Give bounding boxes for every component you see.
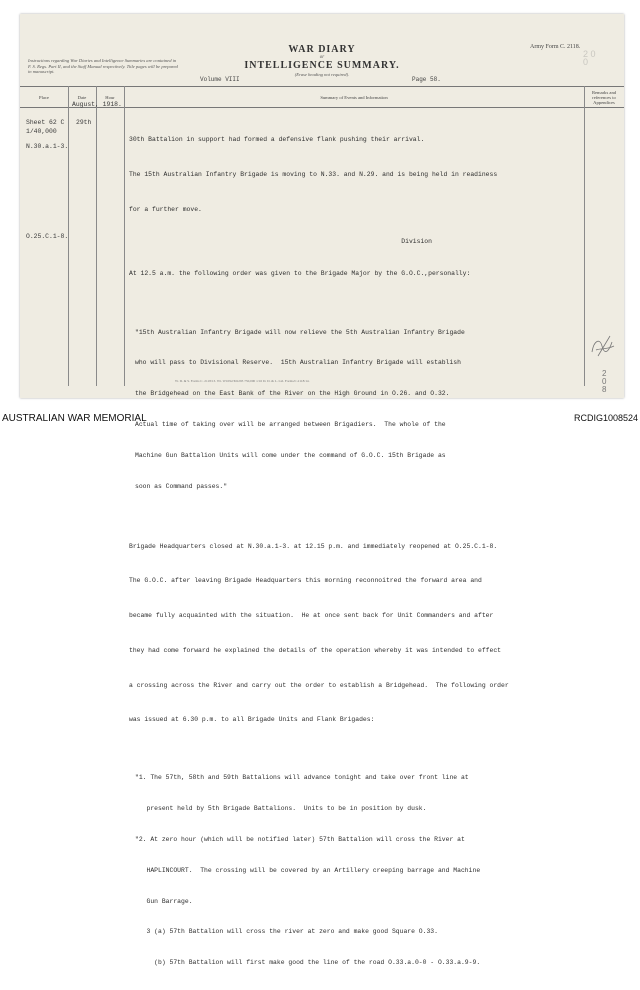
column-divider (96, 86, 97, 386)
archive-credit: AUSTRALIAN WAR MEMORIAL (2, 413, 147, 424)
order-line: 3 (a) 57th Battalion will cross the river at zero and make good Square O.33. (135, 928, 438, 936)
quote-line: soon as Command passes." (135, 482, 228, 490)
order-line: Gun Barrage. (135, 897, 193, 905)
column-place: Place (20, 86, 68, 108)
body-line: At 12.5 a.m. the following order was given to the Brigade Major by the G.O.C.,personally: (129, 269, 471, 277)
entry-month: August, 1918. (72, 101, 122, 108)
quote-line: the Bridgehead on the East Bank of the River on the High Ground in O.26. and O.32. (135, 390, 450, 398)
order-line: HAPLINCOURT. The crossing will be covered by an Artillery creeping barrage and Machine (135, 866, 481, 874)
body-line: was issued at 6.30 p.m. to all Brigade Units and Flank Brigades: (129, 716, 375, 724)
column-summary: Summary of Events and Information (124, 86, 584, 108)
volume-number: Volume VIII (200, 76, 240, 83)
body-line: Brigade Headquarters closed at N.30.a.1-3. at 12.15 p.m. and immediately reopened at O.25.C.1-8. (129, 542, 498, 550)
order-line: "2. At zero hour (which will be notified later) 57th Battalion will cross the River at (135, 836, 465, 843)
page-marker: 2 0 8 (602, 369, 607, 394)
quote-line: Machine Gun Battalion Units will come under the command of G.O.C. 15th Brigade as (135, 451, 446, 459)
summary-text (129, 111, 581, 990)
title-war-diary: WAR DIARY (288, 44, 356, 55)
order-line: "1. The 57th, 58th and 59th Battalions will advance tonight and take over front line at (135, 774, 469, 782)
quote-line: who will pass to Divisional Reserve. 15th Australian Infantry Brigade will establish (135, 359, 461, 367)
column-hour: Hour (96, 86, 124, 108)
order-line: present held by 5th Brigade Battalions. Units to be in position by dusk. (135, 805, 427, 813)
order-line: (b) 57th Battalion will first make good the line of the road O.33.a.0-0 - O.33.a.9-9. (135, 959, 481, 967)
instructions-note: Instructions regarding War Diaries and Intelligence Summaries are contained in F. S. Regs. Part II, and the Staff Manual respectively. Title pages will be prepared in manuscript. (28, 58, 178, 75)
title-intelligence-summary: INTELLIGENCE SUMMARY. (244, 60, 400, 71)
place-map-ref-2: O.25.C.1-8. (26, 233, 69, 240)
place-map-ref-1: N.30.a.1-3. (26, 143, 69, 150)
page-number: Page 58. (412, 76, 441, 83)
column-remarks: Remarks and references to Appendices (584, 86, 624, 108)
army-form-number: Army Form C. 2118. (530, 44, 581, 50)
printer-imprint: W. D. & S. Forms C. 2118/13. Wt. W1092/M1293 750,000 1/16 D. D. & L. Ltd. Forms/C.2118/14. (175, 379, 310, 383)
body-line: they had come forward he explained the details of the operation whereby it was intended to effect (129, 646, 501, 654)
pencil-annotation: 2 0 0 (583, 49, 596, 67)
title-or: or (319, 55, 325, 60)
place-sheet-ref: Sheet 62 C 1/40,000 (26, 119, 65, 135)
quote-line: Actual time of taking over will be arranged between Brigadiers. The whole of the (135, 421, 446, 429)
erase-heading-note: (Erase heading not required). (294, 72, 350, 77)
column-date: Date (68, 86, 96, 108)
archive-reference: RCDIG1008524 (573, 413, 638, 423)
column-divider (584, 86, 585, 386)
body-line: for a further move. (129, 205, 202, 213)
body-line: The G.O.C. after leaving Brigade Headquarters this morning reconnoitred the forward area and (129, 577, 482, 585)
body-line: became fully acquainted with the situation. He at once sent back for Unit Commanders and after (129, 612, 494, 620)
quote-line: "15th Australian Infantry Brigade will now relieve the 5th Australian Infantry Brigade (135, 328, 465, 336)
column-divider (124, 86, 125, 386)
body-line: a crossing across the River and carry out the order to establish a Bridgehead. The following order (129, 681, 509, 689)
signature-icon (588, 332, 618, 360)
date-entry: 29th (76, 119, 92, 126)
body-line: The 15th Australian Infantry Brigade is moving to N.33. and N.29. and is being held in readiness (129, 170, 498, 178)
body-line: 30th Battalion in support had formed a defensive flank pushing their arrival. (129, 136, 425, 144)
body-line: Division (129, 237, 432, 245)
